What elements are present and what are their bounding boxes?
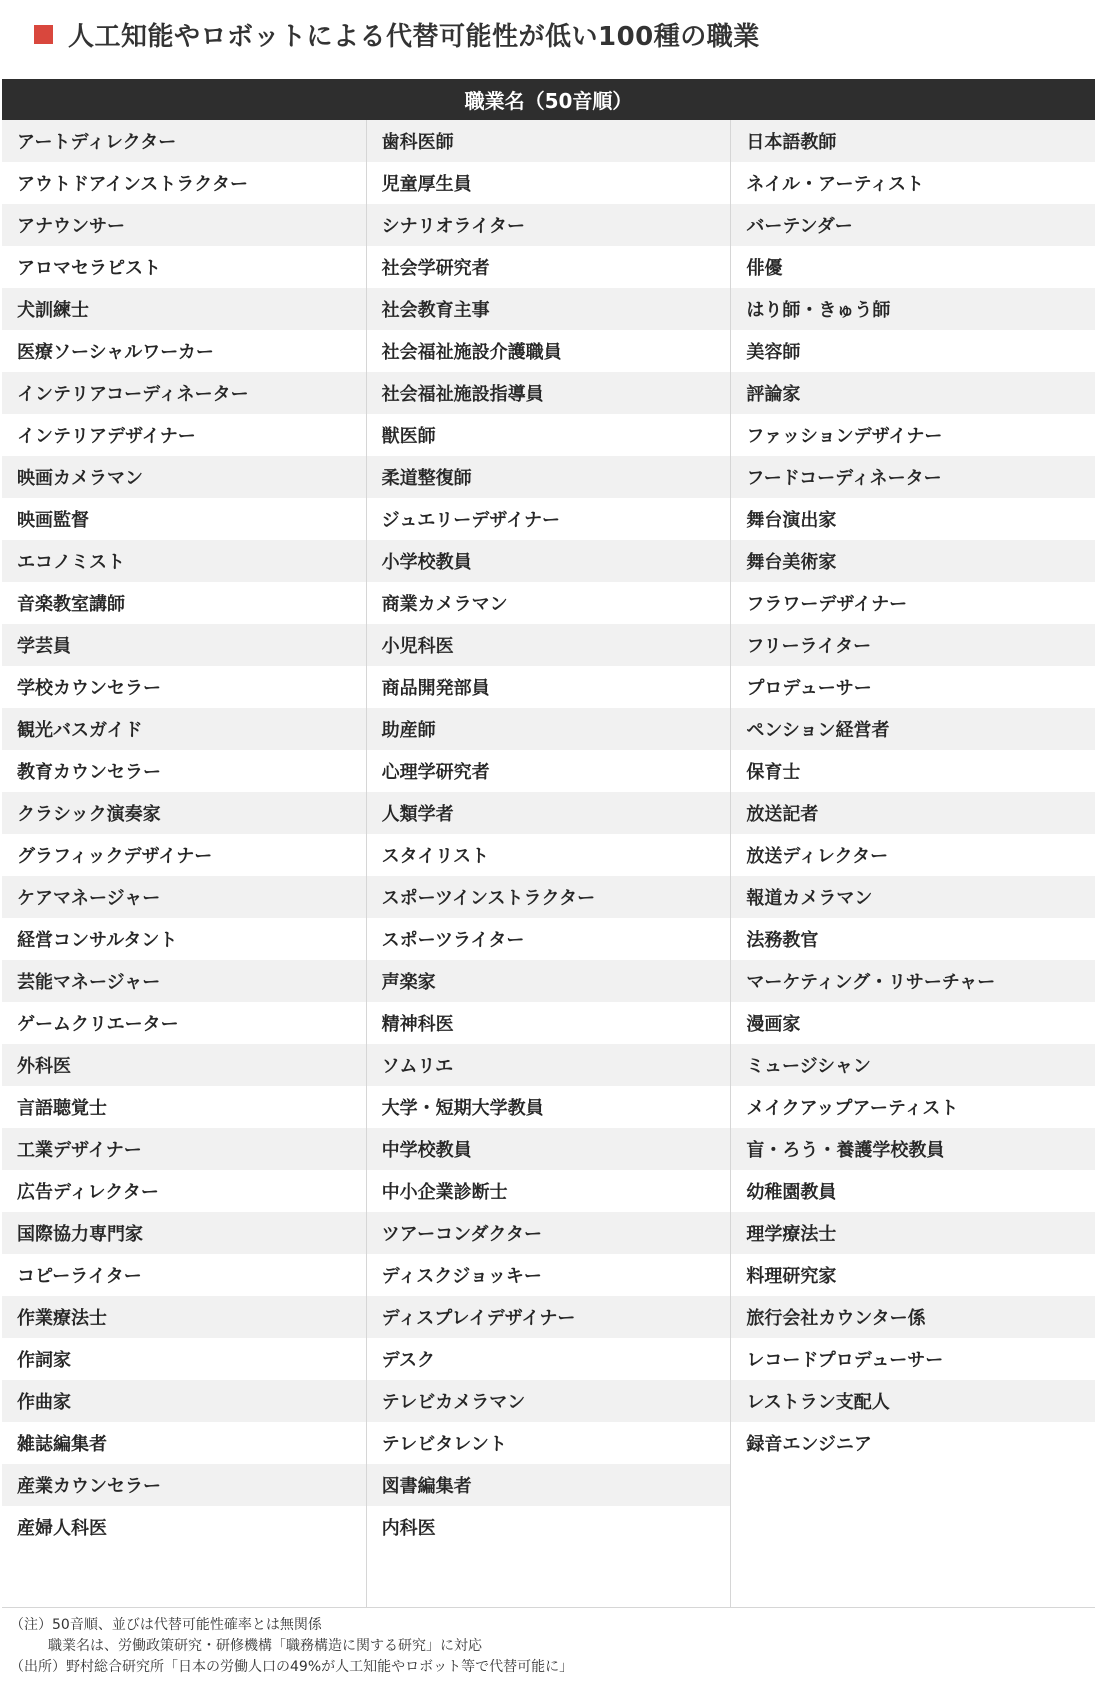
- occupation-cell: エコノミスト: [2, 540, 366, 582]
- occupation-cell: 商業カメラマン: [367, 582, 731, 624]
- occupation-cell: シナリオライター: [367, 204, 731, 246]
- occupation-cell: 産婦人科医: [2, 1506, 366, 1548]
- occupation-cell: 作詞家: [2, 1338, 366, 1380]
- occupation-cell: ファッションデザイナー: [731, 414, 1095, 456]
- title-marker-square: [34, 25, 53, 44]
- occupation-cell: 大学・短期大学教員: [367, 1086, 731, 1128]
- occupation-cell: フラワーデザイナー: [731, 582, 1095, 624]
- occupation-cell: 作曲家: [2, 1380, 366, 1422]
- occupation-cell: 中小企業診断士: [367, 1170, 731, 1212]
- occupation-cell: 評論家: [731, 372, 1095, 414]
- footnotes: [10, 1615, 573, 1678]
- occupation-cell: スタイリスト: [367, 834, 731, 876]
- occupation-table: [2, 120, 1095, 1607]
- occupation-cell: 工業デザイナー: [2, 1128, 366, 1170]
- occupation-cell: 旅行会社カウンター係: [731, 1296, 1095, 1338]
- occupation-cell: 幼稚園教員: [731, 1170, 1095, 1212]
- occupation-cell: 内科医: [367, 1506, 731, 1548]
- occupation-cell: 社会学研究者: [367, 246, 731, 288]
- occupation-cell: グラフィックデザイナー: [2, 834, 366, 876]
- occupation-cell: 舞台演出家: [731, 498, 1095, 540]
- occupation-cell: ペンション経営者: [731, 708, 1095, 750]
- occupation-cell: メイクアップアーティスト: [731, 1086, 1095, 1128]
- occupation-cell: 法務教官: [731, 918, 1095, 960]
- occupation-cell: 声楽家: [367, 960, 731, 1002]
- occupation-cell: アウトドアインストラクター: [2, 162, 366, 204]
- occupation-cell: 理学療法士: [731, 1212, 1095, 1254]
- occupation-cell: 小児科医: [367, 624, 731, 666]
- occupation-cell: アロマセラピスト: [2, 246, 366, 288]
- occupation-cell: 日本語教師: [731, 120, 1095, 162]
- occupation-cell: 心理学研究者: [367, 750, 731, 792]
- occupation-cell: アナウンサー: [2, 204, 366, 246]
- occupation-cell: 芸能マネージャー: [2, 960, 366, 1002]
- occupation-cell: 歯科医師: [367, 120, 731, 162]
- occupation-cell: 国際協力専門家: [2, 1212, 366, 1254]
- occupation-cell: ジュエリーデザイナー: [367, 498, 731, 540]
- page-title: 人工知能やロボットによる代替可能性が低い100種の職業: [68, 21, 760, 52]
- occupation-cell: 言語聴覚士: [2, 1086, 366, 1128]
- occupation-cell: 外科医: [2, 1044, 366, 1086]
- occupation-cell: スポーツライター: [367, 918, 731, 960]
- occupation-cell: レコードプロデューサー: [731, 1338, 1095, 1380]
- note-source: （出所）野村総合研究所「日本の労働人口の49%が人工知能やロボット等で代替可能に」: [10, 1659, 574, 1675]
- occupation-cell: 学芸員: [2, 624, 366, 666]
- occupation-cell: 図書編集者: [367, 1464, 731, 1506]
- occupation-cell: ツアーコンダクター: [367, 1212, 731, 1254]
- occupation-cell: フリーライター: [731, 624, 1095, 666]
- occupation-cell: 商品開発部員: [367, 666, 731, 708]
- occupation-cell: アートディレクター: [2, 120, 366, 162]
- occupation-cell: 児童厚生員: [367, 162, 731, 204]
- occupation-cell: 映画監督: [2, 498, 366, 540]
- occupation-cell: 放送ディレクター: [731, 834, 1095, 876]
- occupation-cell: 小学校教員: [367, 540, 731, 582]
- occupation-cell: 社会福祉施設指導員: [367, 372, 731, 414]
- occupation-cell: 社会福祉施設介護職員: [367, 330, 731, 372]
- table-column-1: [2, 120, 366, 1607]
- occupation-cell: 広告ディレクター: [2, 1170, 366, 1212]
- occupation-cell: 教育カウンセラー: [2, 750, 366, 792]
- occupation-cell: 助産師: [367, 708, 731, 750]
- occupation-cell: 犬訓練士: [2, 288, 366, 330]
- occupation-cell: デスク: [367, 1338, 731, 1380]
- occupation-cell: フードコーディネーター: [731, 456, 1095, 498]
- table-column-2: [366, 120, 731, 1607]
- occupation-cell: 経営コンサルタント: [2, 918, 366, 960]
- occupation-cell: コピーライター: [2, 1254, 366, 1296]
- occupation-cell: 保育士: [731, 750, 1095, 792]
- occupation-cell: 舞台美術家: [731, 540, 1095, 582]
- occupation-cell: 盲・ろう・養護学校教員: [731, 1128, 1095, 1170]
- occupation-cell: 人類学者: [367, 792, 731, 834]
- occupation-cell: ネイル・アーティスト: [731, 162, 1095, 204]
- occupation-cell: マーケティング・リサーチャー: [731, 960, 1095, 1002]
- occupation-cell: インテリアコーディネーター: [2, 372, 366, 414]
- occupation-cell: 雑誌編集者: [2, 1422, 366, 1464]
- occupation-cell: 医療ソーシャルワーカー: [2, 330, 366, 372]
- occupation-cell: ゲームクリエーター: [2, 1002, 366, 1044]
- occupation-cell: 獣医師: [367, 414, 731, 456]
- occupation-cell: ディスクジョッキー: [367, 1254, 731, 1296]
- occupation-cell: プロデューサー: [731, 666, 1095, 708]
- occupation-cell: 報道カメラマン: [731, 876, 1095, 918]
- occupation-cell: 学校カウンセラー: [2, 666, 366, 708]
- occupation-cell: ミュージシャン: [731, 1044, 1095, 1086]
- occupation-cell: 俳優: [731, 246, 1095, 288]
- occupation-cell: テレビタレント: [367, 1422, 731, 1464]
- occupation-cell: インテリアデザイナー: [2, 414, 366, 456]
- occupation-cell: テレビカメラマン: [367, 1380, 731, 1422]
- occupation-cell: 社会教育主事: [367, 288, 731, 330]
- occupation-cell: 産業カウンセラー: [2, 1464, 366, 1506]
- occupation-cell: 中学校教員: [367, 1128, 731, 1170]
- table-bottom-divider: [2, 1607, 1095, 1608]
- occupation-cell: 漫画家: [731, 1002, 1095, 1044]
- occupation-cell: 映画カメラマン: [2, 456, 366, 498]
- occupation-cell: はり師・きゅう師: [731, 288, 1095, 330]
- occupation-cell: 料理研究家: [731, 1254, 1095, 1296]
- note-order: （注）50音順、並びは代替可能性確率とは無関係: [10, 1617, 322, 1633]
- occupation-cell: ソムリエ: [367, 1044, 731, 1086]
- occupation-cell: ケアマネージャー: [2, 876, 366, 918]
- occupation-cell: レストラン支配人: [731, 1380, 1095, 1422]
- occupation-cell: 録音エンジニア: [731, 1422, 1095, 1464]
- occupation-cell: スポーツインストラクター: [367, 876, 731, 918]
- occupation-cell: 精神科医: [367, 1002, 731, 1044]
- occupation-cell: 柔道整復師: [367, 456, 731, 498]
- occupation-cell: 美容師: [731, 330, 1095, 372]
- occupation-cell: 作業療法士: [2, 1296, 366, 1338]
- table-header: 職業名（50音順）: [2, 79, 1095, 120]
- occupation-cell: 放送記者: [731, 792, 1095, 834]
- occupation-cell: クラシック演奏家: [2, 792, 366, 834]
- table-column-3: [730, 120, 1095, 1607]
- page-title-row: [34, 14, 760, 54]
- occupation-cell: バーテンダー: [731, 204, 1095, 246]
- note-source-classification: 職業名は、労働政策研究・研修機構「職務構造に関する研究」に対応: [48, 1638, 482, 1654]
- occupation-cell: ディスプレイデザイナー: [367, 1296, 731, 1338]
- occupation-cell: 観光バスガイド: [2, 708, 366, 750]
- occupation-cell: 音楽教室講師: [2, 582, 366, 624]
